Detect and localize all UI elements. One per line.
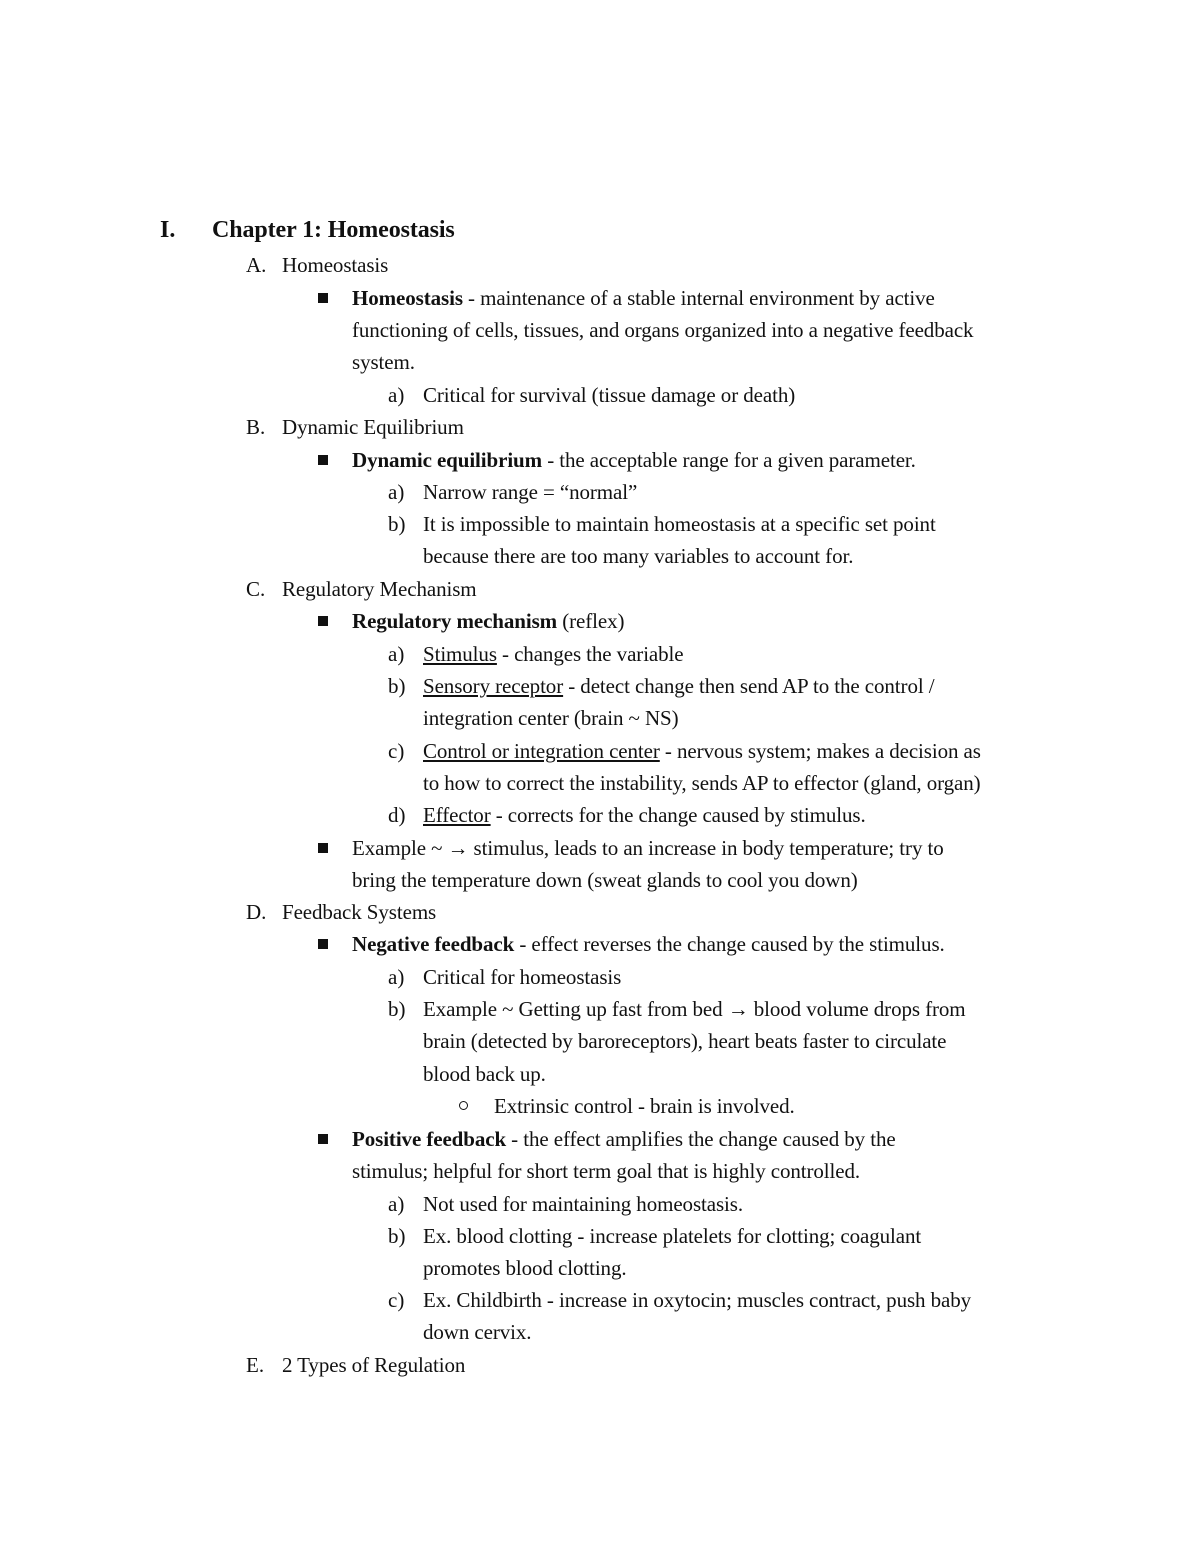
list-item-continuation: because there are too many variables to account for. — [423, 544, 854, 568]
list-item: Extrinsic control - brain is involved. — [494, 1094, 795, 1118]
bullet-square-icon — [318, 843, 328, 853]
item-marker: a) — [388, 642, 405, 666]
list-item: Regulatory mechanism (reflex) — [352, 609, 625, 633]
bullet-square-icon — [318, 293, 328, 303]
list-item-continuation: down cervix. — [423, 1320, 532, 1344]
list-item: It is impossible to maintain homeostasis at a specific set point — [423, 512, 936, 536]
bullet-square-icon — [318, 939, 328, 949]
list-item: Control or integration center - nervous system; makes a decision as — [423, 739, 981, 763]
bullet-square-icon — [318, 1134, 328, 1144]
list-item-continuation: stimulus; helpful for short term goal that is highly controlled. — [352, 1159, 861, 1183]
list-item-continuation: to how to correct the instability, sends AP to effector (gland, organ) — [423, 771, 981, 795]
bullet-circle-icon — [459, 1101, 468, 1110]
section-heading-d: Feedback Systems — [282, 900, 437, 924]
list-item-continuation: system. — [352, 350, 415, 374]
list-item: Positive feedback - the effect amplifies the change caused by the — [352, 1127, 896, 1151]
list-item: Homeostasis - maintenance of a stable internal environment by active — [352, 286, 935, 310]
list-item: Ex. Childbirth - increase in oxytocin; muscles contract, push baby — [423, 1288, 972, 1312]
section-marker-a: A. — [246, 253, 267, 277]
section-marker-d: D. — [246, 900, 267, 924]
list-item-continuation: brain (detected by baroreceptors), heart beats faster to circulate — [423, 1029, 947, 1053]
list-item: Example ~ → stimulus, leads to an increase in body temperature; try to — [352, 836, 944, 860]
section-heading-e: 2 Types of Regulation — [282, 1353, 466, 1377]
item-marker: b) — [388, 674, 406, 698]
list-item: Dynamic equilibrium - the acceptable range for a given parameter. — [352, 448, 916, 472]
list-item-continuation: functioning of cells, tissues, and organs organized into a negative feedback — [352, 318, 974, 342]
item-marker: b) — [388, 997, 406, 1021]
item-marker: a) — [388, 1192, 405, 1216]
list-item: Ex. blood clotting - increase platelets for clotting; coagulant — [423, 1224, 922, 1248]
item-marker: a) — [388, 383, 405, 407]
list-item-continuation: integration center (brain ~ NS) — [423, 706, 679, 730]
item-marker: c) — [388, 739, 405, 763]
section-marker-e: E. — [246, 1353, 265, 1377]
item-marker: b) — [388, 512, 406, 536]
list-item: Sensory receptor - detect change then send AP to the control / — [423, 674, 935, 698]
bullet-square-icon — [318, 455, 328, 465]
list-item: Critical for survival (tissue damage or death) — [423, 383, 796, 407]
item-marker: a) — [388, 965, 405, 989]
item-marker: c) — [388, 1288, 405, 1312]
section-heading-a: Homeostasis — [282, 253, 389, 277]
list-item: Not used for maintaining homeostasis. — [423, 1192, 744, 1216]
list-item: Effector - corrects for the change caused by stimulus. — [423, 803, 866, 827]
section-marker-c: C. — [246, 577, 266, 601]
list-item: Stimulus - changes the variable — [423, 642, 684, 666]
list-item-continuation: blood back up. — [423, 1062, 546, 1086]
section-heading-b: Dynamic Equilibrium — [282, 415, 464, 439]
chapter-title: Chapter 1: Homeostasis — [212, 217, 455, 243]
item-marker: a) — [388, 480, 405, 504]
list-item-continuation: promotes blood clotting. — [423, 1256, 627, 1280]
section-heading-c: Regulatory Mechanism — [282, 577, 477, 601]
chapter-numeral: I. — [160, 217, 176, 243]
bullet-square-icon — [318, 616, 328, 626]
section-marker-b: B. — [246, 415, 266, 439]
list-item: Example ~ Getting up fast from bed → blood volume drops from — [423, 997, 966, 1021]
list-item-continuation: bring the temperature down (sweat glands to cool you down) — [352, 868, 858, 892]
item-marker: d) — [388, 803, 406, 827]
list-item: Negative feedback - effect reverses the change caused by the stimulus. — [352, 932, 945, 956]
item-marker: b) — [388, 1224, 406, 1248]
list-item: Critical for homeostasis — [423, 965, 622, 989]
list-item: Narrow range = “normal” — [423, 480, 638, 504]
